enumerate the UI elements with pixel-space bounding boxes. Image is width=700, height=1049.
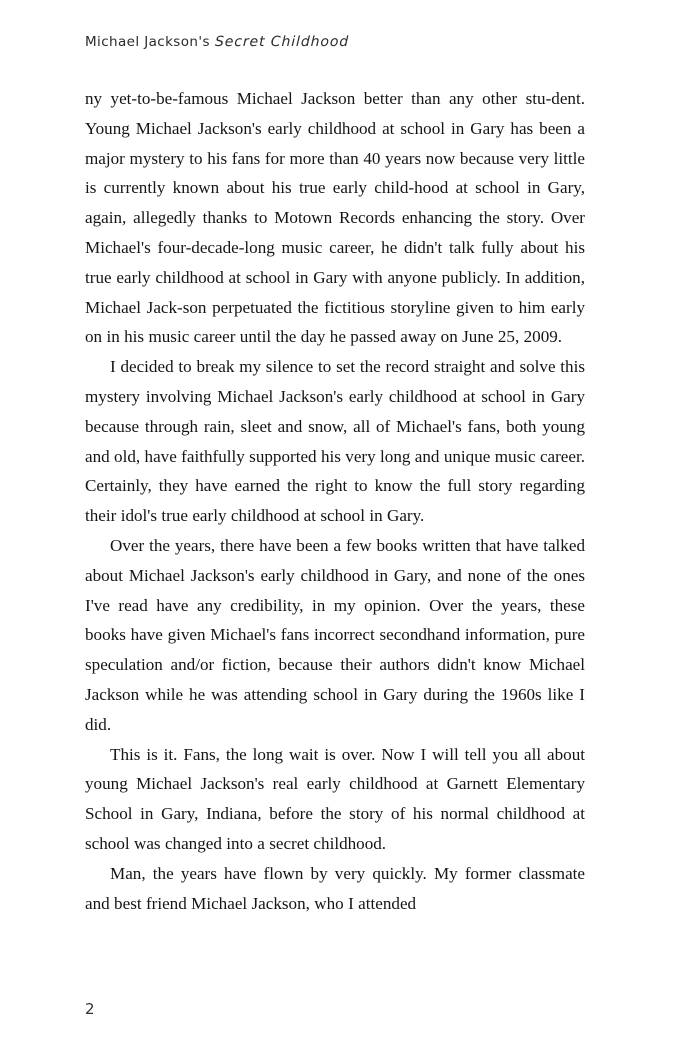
running-head [85,30,585,54]
running-head-title: Secret Childhood [214,34,350,50]
paragraph: This is it. Fans, the long wait is over. Now I will tell you all about young Michael Jackson's real early childhood at Garnett Elementary School in Gary, Indiana, before the story of his normal childhood at school was changed into a secret childhood. [85,744,585,853]
paragraph: Man, the years have flown by very quickly. My former classmate and best friend Michael Jackson, who I attended [85,863,585,913]
paragraph: Over the years, there have been a few books written that have talked about Michael Jackson's early childhood in Gary, and none of the ones I've read have any credibility, in my opinion. Over the years, these books have given Michael's fans incorrect secondhand information, pure speculation and/or fiction, because their authors didn't know Michael Jackson while he was attending school in Gary during the 1960s like I did. [85,535,585,734]
paragraph: ny yet-to-be-famous Michael Jackson better than any other stu-dent. Young Michael Jackson's early childhood at school in Gary has been a major mystery to his fans for more than 40 years now because very little is currently known about his true early child-hood at school in Gary, again, allegedly thanks to Motown Records enhancing the story. Over Michael's four-decade-long music career, he didn't talk fully about his true early childhood at school in Gary with anyone publicly. In addition, Michael Jack-son perpetuated the fictitious storyline given to him early on in his music career until the day he passed away on June 25, 2009. [85,89,585,347]
page-number: 2 [85,1000,95,1018]
paragraph: I decided to break my silence to set the record straight and solve this mystery involving Michael Jackson's early childhood at school in Gary because through rain, sleet and snow, all of Michael's fans, both young and old, have faithfully supported his very long and unique music career. Certainly, they have earned the right to know the full story regarding their idol's true early childhood at school in Gary. [85,357,586,526]
running-head-author: Michael Jackson's [85,34,210,50]
body-text-column [85,84,585,918]
